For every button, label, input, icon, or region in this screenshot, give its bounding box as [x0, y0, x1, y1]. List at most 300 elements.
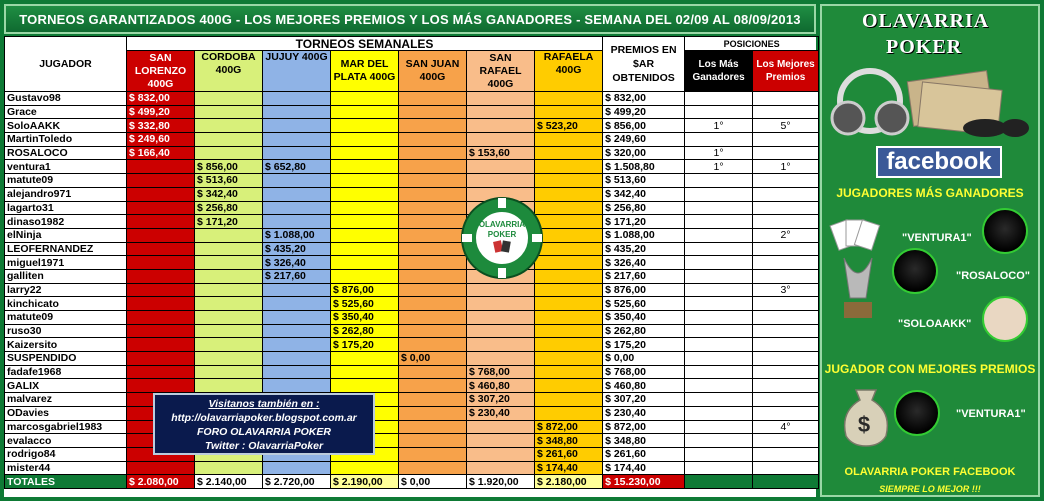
prize-mar-del-plata: $ 175,20: [331, 338, 399, 352]
headphones-cards-image: [830, 56, 1030, 146]
player-name: Kaizersito: [5, 338, 127, 352]
pos-mas-ganadores: [685, 174, 753, 188]
blog-link[interactable]: http://olavarriapoker.blogspot.com.ar: [171, 412, 357, 424]
prize-rafaela: $ 174,40: [535, 461, 603, 475]
prize-jujuy: [263, 133, 331, 147]
prize-rafaela: [535, 365, 603, 379]
table-row: [5, 393, 819, 407]
prize-cordoba: [195, 379, 263, 393]
prize-total: $ 230,40: [603, 406, 685, 420]
prize-san-juan: [399, 420, 467, 434]
prize-san-lorenzo: [127, 338, 195, 352]
prize-jujuy: [263, 311, 331, 325]
table-body: [5, 37, 819, 489]
prize-cordoba: [195, 242, 263, 256]
prize-san-rafael: [467, 461, 535, 475]
prize-jujuy: [263, 105, 331, 119]
prize-san-lorenzo: $ 499,20: [127, 105, 195, 119]
pos-mas-ganadores: [685, 242, 753, 256]
prize-san-lorenzo: [127, 228, 195, 242]
player-name: GALIX: [5, 379, 127, 393]
prize-mar-del-plata: [331, 92, 399, 106]
prize-mar-del-plata: [331, 105, 399, 119]
prize-cordoba: $ 342,40: [195, 187, 263, 201]
svg-text:$: $: [857, 412, 871, 437]
prize-san-rafael: [467, 105, 535, 119]
prize-san-juan: [399, 434, 467, 448]
player-name: evalacco: [5, 434, 127, 448]
table-row: [5, 283, 819, 297]
prize-san-juan: [399, 269, 467, 283]
mejores-title: JUGADOR CON MEJORES PREMIOS: [824, 362, 1036, 376]
chip-text-2: POKER: [487, 230, 517, 239]
prize-cordoba: [195, 352, 263, 366]
prize-rafaela: [535, 338, 603, 352]
prize-cordoba: [195, 365, 263, 379]
prize-mar-del-plata: [331, 256, 399, 270]
prize-san-rafael: [467, 338, 535, 352]
pos-mejores-premios: [753, 461, 819, 475]
prize-cordoba: [195, 324, 263, 338]
player-name: kinchicato: [5, 297, 127, 311]
total-rafaela: $ 2.180,00: [535, 475, 603, 489]
prize-san-lorenzo: [127, 461, 195, 475]
prize-jujuy: [263, 365, 331, 379]
pos-mejores-premios: [753, 406, 819, 420]
table-row: [5, 311, 819, 325]
prize-san-juan: [399, 393, 467, 407]
player-name: elNinja: [5, 228, 127, 242]
prize-mar-del-plata: [331, 242, 399, 256]
pos-mejores-premios: 4°: [753, 420, 819, 434]
header-premios: PREMIOS EN $AR OBTENIDOS: [603, 37, 685, 92]
prize-san-lorenzo: $ 332,80: [127, 119, 195, 133]
footer-tagline: SIEMPRE LO MEJOR !!!: [879, 484, 981, 494]
prize-jujuy: $ 652,80: [263, 160, 331, 174]
prize-cordoba: [195, 338, 263, 352]
pos-mas-ganadores: [685, 324, 753, 338]
prize-san-lorenzo: [127, 365, 195, 379]
prize-mar-del-plata: $ 262,80: [331, 324, 399, 338]
prize-jujuy: [263, 352, 331, 366]
prize-total: $ 320,00: [603, 146, 685, 160]
prize-san-juan: [399, 133, 467, 147]
pos-mejores-premios: 5°: [753, 119, 819, 133]
prize-total: $ 348,80: [603, 434, 685, 448]
ganador-1: "VENTURA1": [902, 232, 972, 244]
trophy-cards-image: [826, 218, 890, 338]
pos-mejores-premios: [753, 338, 819, 352]
totals-label: TOTALES: [5, 475, 127, 489]
player-name: fadafe1968: [5, 365, 127, 379]
prize-jujuy: [263, 92, 331, 106]
pos-mejores-premios: 1°: [753, 160, 819, 174]
prize-san-rafael: [467, 133, 535, 147]
prize-jujuy: [263, 146, 331, 160]
table-row: [5, 420, 819, 434]
prize-jujuy: [263, 338, 331, 352]
brand-line-1: OLAVARRIA: [862, 10, 990, 32]
prize-san-rafael: [467, 420, 535, 434]
prize-jujuy: [263, 201, 331, 215]
player-name: matute09: [5, 311, 127, 325]
ganadores-title: JUGADORES MÁS GANADORES: [836, 186, 1024, 200]
prize-total: $ 261,60: [603, 447, 685, 461]
pos-mas-ganadores: [685, 187, 753, 201]
prize-san-juan: [399, 215, 467, 229]
pos-mejores-premios: [753, 297, 819, 311]
prize-san-rafael: [467, 352, 535, 366]
player-name: MartinToledo: [5, 133, 127, 147]
prize-total: $ 499,20: [603, 105, 685, 119]
prize-mar-del-plata: [331, 215, 399, 229]
prize-san-juan: [399, 228, 467, 242]
prize-rafaela: [535, 215, 603, 229]
prize-san-juan: [399, 105, 467, 119]
visit-us-title: Visitanos también en :: [208, 398, 320, 410]
pos-mas-ganadores: [685, 133, 753, 147]
prize-total: $ 768,00: [603, 365, 685, 379]
prize-san-juan: [399, 256, 467, 270]
header-torneos-semanales: TORNEOS SEMANALES: [127, 37, 603, 51]
prize-jujuy: [263, 379, 331, 393]
pos-mejores-premios: [753, 447, 819, 461]
pos-mas-ganadores: [685, 228, 753, 242]
prize-rafaela: [535, 379, 603, 393]
prize-san-juan: [399, 92, 467, 106]
forum-label: FORO OLAVARRIA POKER: [197, 426, 331, 438]
pos-mas-ganadores: [685, 338, 753, 352]
prize-rafaela: $ 348,80: [535, 434, 603, 448]
prize-jujuy: [263, 324, 331, 338]
pos-mas-ganadores: [685, 393, 753, 407]
header-cordoba: CORDOBA 400G: [195, 51, 263, 92]
pos-mejores-premios: [753, 256, 819, 270]
prize-total: $ 249,60: [603, 133, 685, 147]
prize-san-juan: [399, 461, 467, 475]
header-san-juan: SAN JUAN 400G: [399, 51, 467, 92]
prize-rafaela: [535, 201, 603, 215]
table-row: [5, 160, 819, 174]
prize-rafaela: [535, 174, 603, 188]
prize-mar-del-plata: $ 350,40: [331, 311, 399, 325]
table-row: [5, 338, 819, 352]
table-row: [5, 365, 819, 379]
prize-total: $ 256,80: [603, 201, 685, 215]
prize-san-juan: [399, 187, 467, 201]
header-san-rafael: SAN RAFAEL 400G: [467, 51, 535, 92]
prize-mar-del-plata: [331, 379, 399, 393]
player-name: ODavies: [5, 406, 127, 420]
prize-rafaela: $ 872,00: [535, 420, 603, 434]
prize-cordoba: $ 856,00: [195, 160, 263, 174]
table-row: [5, 242, 819, 256]
prize-cordoba: [195, 228, 263, 242]
player-name: ROSALOCO: [5, 146, 127, 160]
prize-san-juan: [399, 160, 467, 174]
table-row: [5, 228, 819, 242]
twitter-label[interactable]: Twitter : OlavarriaPoker: [204, 440, 324, 452]
prize-san-lorenzo: [127, 256, 195, 270]
player-name: rodrigo84: [5, 447, 127, 461]
pos-mejores-premios: [753, 352, 819, 366]
prize-rafaela: [535, 406, 603, 420]
prize-total: $ 262,80: [603, 324, 685, 338]
pos-mas-ganadores: [685, 447, 753, 461]
prize-san-lorenzo: $ 832,00: [127, 92, 195, 106]
table-row: [5, 92, 819, 106]
results-table-wrap: [4, 36, 816, 497]
pos-mas-ganadores: [685, 352, 753, 366]
prize-rafaela: $ 523,20: [535, 119, 603, 133]
prize-mar-del-plata: [331, 133, 399, 147]
prize-san-lorenzo: [127, 187, 195, 201]
prize-cordoba: [195, 256, 263, 270]
table-row: [5, 406, 819, 420]
prize-mar-del-plata: [331, 160, 399, 174]
prize-rafaela: [535, 92, 603, 106]
prize-san-lorenzo: $ 249,60: [127, 133, 195, 147]
pos-mas-ganadores: [685, 283, 753, 297]
prize-cordoba: [195, 146, 263, 160]
prize-san-rafael: $ 307,20: [467, 393, 535, 407]
player-name: LEOFERNANDEZ: [5, 242, 127, 256]
prize-san-lorenzo: [127, 324, 195, 338]
table-row: [5, 434, 819, 448]
pos-mas-ganadores: [685, 201, 753, 215]
pos-mejores-premios: [753, 365, 819, 379]
table-row: [5, 133, 819, 147]
prize-total: $ 326,40: [603, 256, 685, 270]
prize-cordoba: [195, 283, 263, 297]
pos-mejores-premios: [753, 92, 819, 106]
prize-rafaela: [535, 146, 603, 160]
prize-total: $ 856,00: [603, 119, 685, 133]
prize-rafaela: [535, 133, 603, 147]
header-jugador: JUGADOR: [5, 37, 127, 92]
prize-san-juan: [399, 311, 467, 325]
prize-total: $ 307,20: [603, 393, 685, 407]
pos-mas-ganadores: 1°: [685, 119, 753, 133]
header-san-lorenzo: SAN LORENZO 400G: [127, 51, 195, 92]
pos-mas-ganadores: 1°: [685, 146, 753, 160]
table-row: [5, 174, 819, 188]
prize-rafaela: [535, 187, 603, 201]
prize-san-rafael: [467, 324, 535, 338]
prize-total: $ 832,00: [603, 92, 685, 106]
prize-total: $ 1.508,80: [603, 160, 685, 174]
totals-empty-2: [753, 475, 819, 489]
prize-san-rafael: [467, 283, 535, 297]
table-row: [5, 352, 819, 366]
prize-san-juan: $ 0,00: [399, 352, 467, 366]
prize-jujuy: [263, 174, 331, 188]
player-name: matute09: [5, 174, 127, 188]
prize-total: $ 171,20: [603, 215, 685, 229]
prize-san-rafael: $ 460,80: [467, 379, 535, 393]
total-san-rafael: $ 1.920,00: [467, 475, 535, 489]
prize-rafaela: [535, 311, 603, 325]
prize-san-lorenzo: [127, 269, 195, 283]
prize-san-rafael: [467, 311, 535, 325]
avatar-soloaakk: [982, 296, 1028, 342]
player-name: malvarez: [5, 393, 127, 407]
pos-mejores-premios: [753, 133, 819, 147]
pos-mejores-premios: 2°: [753, 228, 819, 242]
table-row: [5, 324, 819, 338]
prize-total: $ 513,60: [603, 174, 685, 188]
results-table: [4, 36, 819, 489]
prize-jujuy: $ 1.088,00: [263, 228, 331, 242]
pos-mas-ganadores: [685, 311, 753, 325]
prize-cordoba: [195, 92, 263, 106]
pos-mejores-premios: [753, 311, 819, 325]
prize-rafaela: [535, 324, 603, 338]
avatar-ventura1: [982, 208, 1028, 254]
prize-san-lorenzo: [127, 283, 195, 297]
prize-san-lorenzo: [127, 311, 195, 325]
prize-cordoba: $ 256,80: [195, 201, 263, 215]
prize-san-rafael: [467, 160, 535, 174]
prize-san-rafael: [467, 174, 535, 188]
prize-san-lorenzo: [127, 297, 195, 311]
prize-jujuy: $ 435,20: [263, 242, 331, 256]
prize-san-juan: [399, 242, 467, 256]
prize-san-rafael: [467, 119, 535, 133]
header-mejores-premios: Los Mejores Premios: [753, 51, 819, 92]
prize-rafaela: [535, 242, 603, 256]
prize-cordoba: [195, 119, 263, 133]
ganador-3: "SOLOAAKK": [898, 318, 972, 330]
prize-total: $ 1.088,00: [603, 228, 685, 242]
grand-total: $ 15.230,00: [603, 475, 685, 489]
pos-mejores-premios: [753, 269, 819, 283]
prize-total: $ 525,60: [603, 297, 685, 311]
prize-rafaela: [535, 228, 603, 242]
prize-jujuy: [263, 297, 331, 311]
pos-mejores-premios: [753, 146, 819, 160]
prize-san-rafael: [467, 92, 535, 106]
prize-total: $ 217,60: [603, 269, 685, 283]
prize-mar-del-plata: [331, 461, 399, 475]
total-san-juan: $ 0,00: [399, 475, 467, 489]
prize-san-rafael: $ 768,00: [467, 365, 535, 379]
prize-mar-del-plata: [331, 201, 399, 215]
pos-mas-ganadores: [685, 379, 753, 393]
prize-jujuy: $ 217,60: [263, 269, 331, 283]
pos-mejores-premios: 3°: [753, 283, 819, 297]
player-name: miguel1971: [5, 256, 127, 270]
prize-cordoba: $ 513,60: [195, 174, 263, 188]
header-posiciones: POSICIONES: [685, 37, 819, 51]
prize-cordoba: [195, 311, 263, 325]
prize-san-juan: [399, 338, 467, 352]
facebook-badge[interactable]: facebook: [876, 146, 1002, 178]
prize-san-lorenzo: [127, 174, 195, 188]
prize-san-juan: [399, 406, 467, 420]
prize-mar-del-plata: [331, 228, 399, 242]
prize-san-lorenzo: [127, 242, 195, 256]
player-name: SoloAAKK: [5, 119, 127, 133]
header-jujuy: JUJUY 400G: [263, 51, 331, 92]
prize-jujuy: [263, 119, 331, 133]
chip-text-1: OLAVARRIA: [478, 220, 526, 229]
player-name: Gustavo98: [5, 92, 127, 106]
pos-mas-ganadores: [685, 297, 753, 311]
totals-empty-1: [685, 475, 753, 489]
player-name: galliten: [5, 269, 127, 283]
pos-mas-ganadores: [685, 105, 753, 119]
pos-mejores-premios: [753, 379, 819, 393]
prize-san-juan: [399, 324, 467, 338]
player-name: alejandro971: [5, 187, 127, 201]
prize-rafaela: [535, 160, 603, 174]
prize-san-lorenzo: [127, 352, 195, 366]
table-row: [5, 447, 819, 461]
prize-rafaela: [535, 352, 603, 366]
player-name: ruso30: [5, 324, 127, 338]
prize-san-juan: [399, 365, 467, 379]
header-mar-del-plata: MAR DEL PLATA 400G: [331, 51, 399, 92]
pos-mejores-premios: [753, 201, 819, 215]
prize-cordoba: $ 171,20: [195, 215, 263, 229]
prize-total: $ 174,40: [603, 461, 685, 475]
prize-san-juan: [399, 174, 467, 188]
pos-mejores-premios: [753, 187, 819, 201]
table-row: [5, 187, 819, 201]
prize-total: $ 872,00: [603, 420, 685, 434]
pos-mas-ganadores: [685, 434, 753, 448]
prize-total: $ 876,00: [603, 283, 685, 297]
right-panel: [820, 4, 1040, 497]
prize-rafaela: $ 261,60: [535, 447, 603, 461]
total-cordoba: $ 2.140,00: [195, 475, 263, 489]
prize-jujuy: [263, 283, 331, 297]
pos-mas-ganadores: [685, 461, 753, 475]
player-name: larry22: [5, 283, 127, 297]
mejor-premio: "VENTURA1": [956, 408, 1026, 420]
prize-mar-del-plata: [331, 352, 399, 366]
player-name: Grace: [5, 105, 127, 119]
pos-mas-ganadores: [685, 406, 753, 420]
prize-san-lorenzo: [127, 201, 195, 215]
table-row: [5, 215, 819, 229]
prize-san-lorenzo: [127, 379, 195, 393]
pos-mas-ganadores: [685, 365, 753, 379]
pos-mejores-premios: [753, 393, 819, 407]
prize-cordoba: [195, 461, 263, 475]
totals-row: [5, 475, 819, 489]
pos-mas-ganadores: [685, 269, 753, 283]
prize-mar-del-plata: $ 876,00: [331, 283, 399, 297]
table-row: [5, 119, 819, 133]
prize-san-rafael: [467, 434, 535, 448]
prize-mar-del-plata: $ 525,60: [331, 297, 399, 311]
table-row: [5, 256, 819, 270]
prize-rafaela: [535, 105, 603, 119]
player-name: dinaso1982: [5, 215, 127, 229]
prize-total: $ 435,20: [603, 242, 685, 256]
pos-mas-ganadores: [685, 256, 753, 270]
pos-mejores-premios: [753, 174, 819, 188]
prize-jujuy: [263, 215, 331, 229]
prize-rafaela: [535, 269, 603, 283]
prize-mar-del-plata: [331, 146, 399, 160]
prize-total: $ 460,80: [603, 379, 685, 393]
prize-total: $ 342,40: [603, 187, 685, 201]
total-jujuy: $ 2.720,00: [263, 475, 331, 489]
prize-jujuy: $ 326,40: [263, 256, 331, 270]
